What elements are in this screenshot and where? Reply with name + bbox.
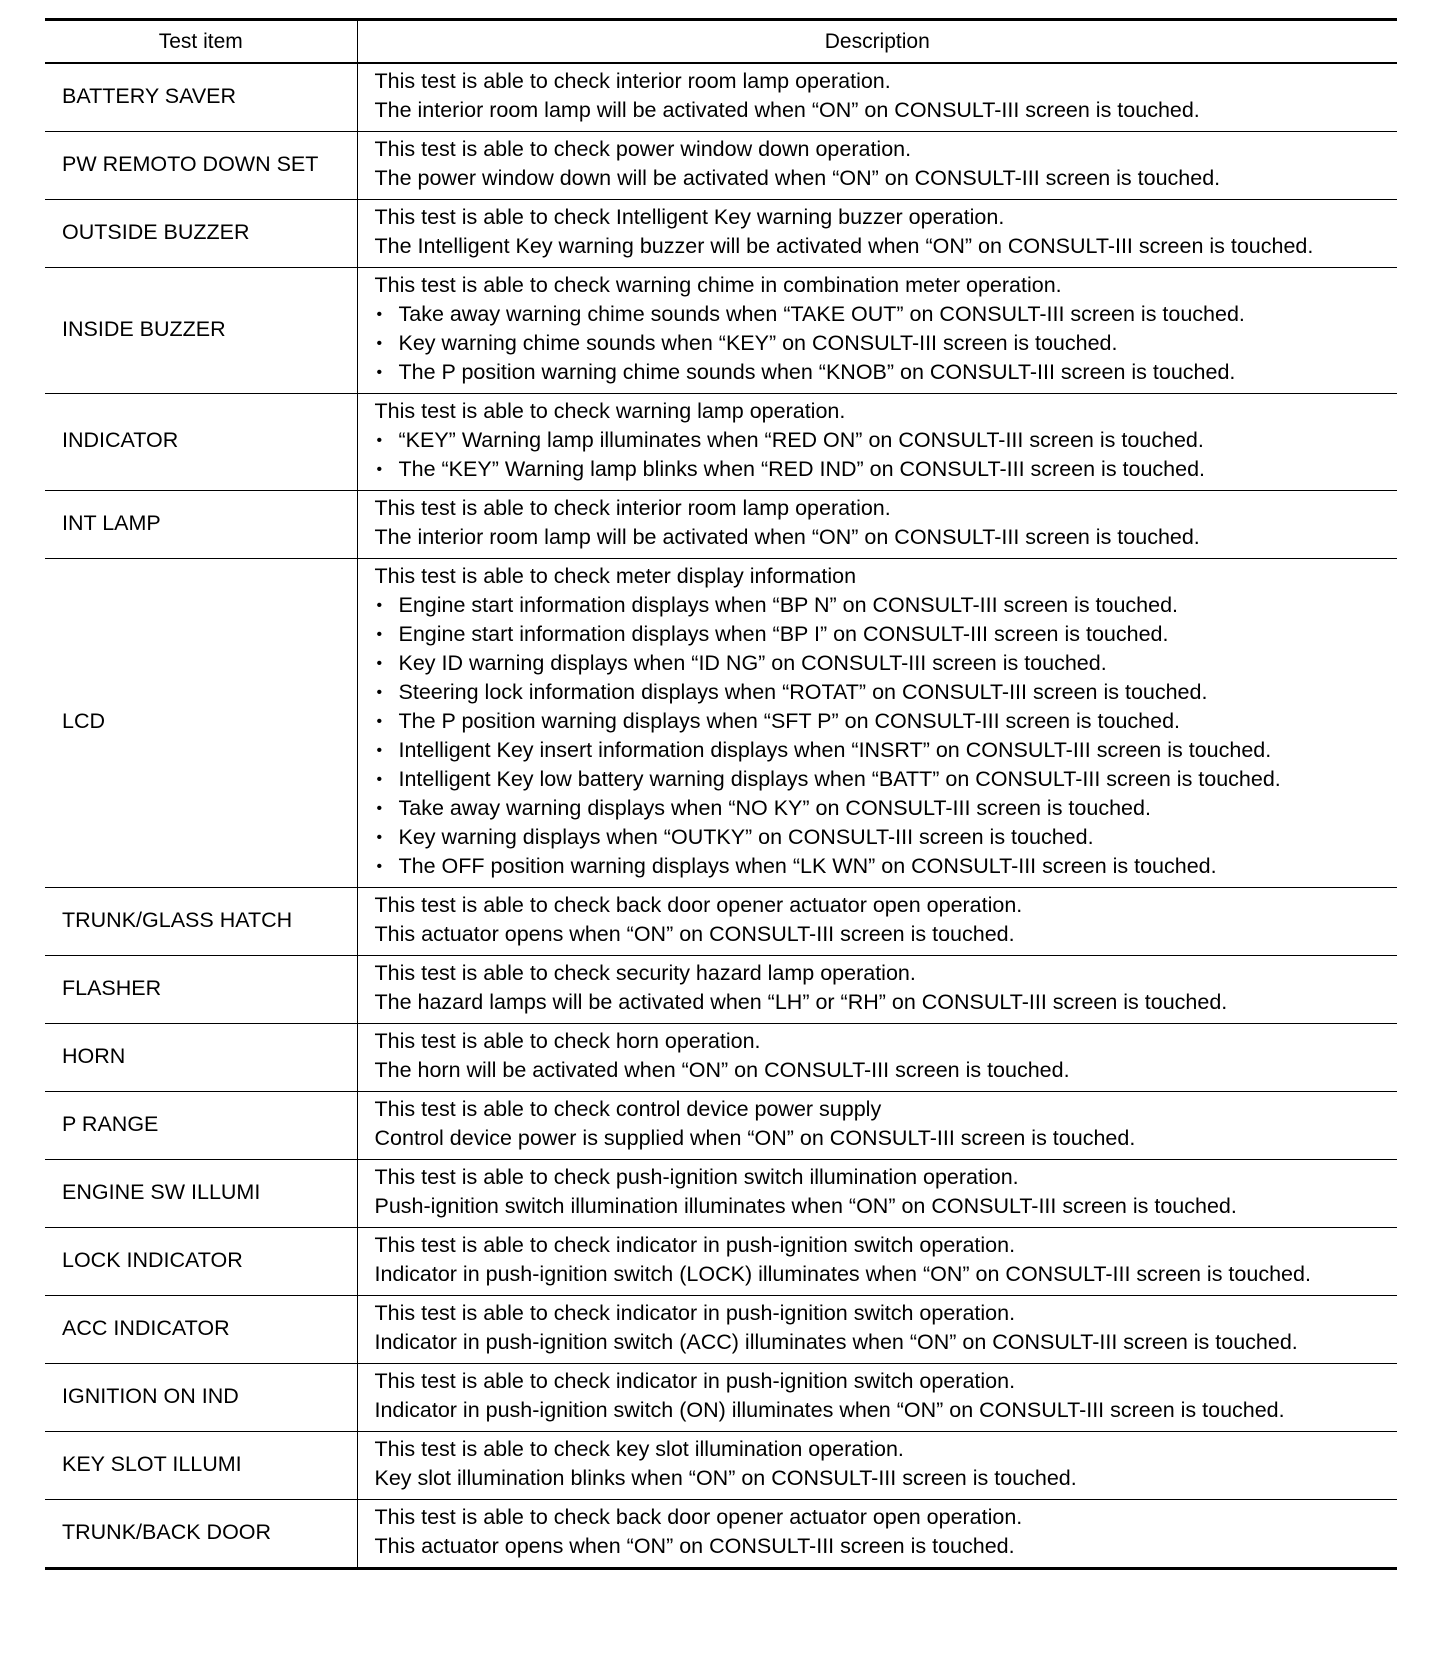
description-cell	[357, 559, 1397, 888]
description-cell	[357, 1500, 1397, 1569]
active-test-table	[45, 18, 1397, 1570]
description-bullet-item: • Key ID warning displays when “ID NG” on CONSULT-III screen is touched.	[375, 649, 1392, 678]
description-bullet-item: • The P position warning chime sounds when “KNOB” on CONSULT-III screen is touched.	[375, 358, 1392, 387]
description-line: This test is able to check Intelligent Key warning buzzer operation.	[374, 205, 1005, 229]
description-line: This test is able to check indicator in push-ignition switch operation.	[374, 1233, 1016, 1257]
description-line: This test is able to check interior room lamp operation.	[374, 496, 891, 520]
active-test-table-container	[45, 18, 1397, 1570]
description-line: This test is able to check push-ignition switch illumination operation.	[374, 1165, 1019, 1189]
description-bullet-item: • The “KEY” Warning lamp blinks when “RED IND” on CONSULT-III screen is touched.	[375, 455, 1392, 484]
description-line: Control device power is supplied when “ON” on CONSULT-III screen is touched.	[374, 1126, 1136, 1150]
description-line: This test is able to check indicator in push-ignition switch operation.	[374, 1369, 1016, 1393]
table-row	[45, 63, 1397, 132]
description-cell	[357, 1432, 1397, 1500]
test-item-cell: LCD	[45, 559, 357, 888]
table-row	[45, 1296, 1397, 1364]
description-line: This test is able to check warning lamp operation.	[374, 399, 846, 423]
description-line: Indicator in push-ignition switch (LOCK) illuminates when “ON” on CONSULT-III screen is touched.	[374, 1262, 1311, 1286]
description-cell	[357, 394, 1397, 491]
test-item-cell: INDICATOR	[45, 394, 357, 491]
description-cell	[357, 888, 1397, 956]
description-cell	[357, 1092, 1397, 1160]
description-line: The Intelligent Key warning buzzer will be activated when “ON” on CONSULT-III screen is touched.	[374, 234, 1314, 258]
description-cell	[357, 956, 1397, 1024]
table-row	[45, 888, 1397, 956]
table-header	[45, 20, 1397, 64]
description-line: This test is able to check back door opener actuator open operation.	[374, 1505, 1023, 1529]
description-cell	[357, 1228, 1397, 1296]
test-item-cell: PW REMOTO DOWN SET	[45, 132, 357, 200]
description-cell	[357, 1296, 1397, 1364]
test-item-cell: INT LAMP	[45, 491, 357, 559]
description-bullet-item: • Take away warning chime sounds when “TAKE OUT” on CONSULT-III screen is touched.	[375, 300, 1392, 329]
table-row	[45, 200, 1397, 268]
description-bullet-item: • “KEY” Warning lamp illuminates when “RED ON” on CONSULT-III screen is touched.	[375, 426, 1392, 455]
description-line: This test is able to check power window down operation.	[374, 137, 912, 161]
description-line: Key slot illumination blinks when “ON” on CONSULT-III screen is touched.	[374, 1466, 1077, 1490]
description-cell	[357, 491, 1397, 559]
test-item-cell: KEY SLOT ILLUMI	[45, 1432, 357, 1500]
description-cell	[357, 268, 1397, 394]
description-line: This test is able to check back door opener actuator open operation.	[374, 893, 1023, 917]
test-item-cell: FLASHER	[45, 956, 357, 1024]
test-item-cell: TRUNK/GLASS HATCH	[45, 888, 357, 956]
header-test-item: Test item	[45, 20, 357, 64]
description-bullet-item: • Intelligent Key insert information displays when “INSRT” on CONSULT-III screen is touched.	[375, 736, 1392, 765]
description-cell	[357, 1024, 1397, 1092]
test-item-cell: INSIDE BUZZER	[45, 268, 357, 394]
description-bullet-item: • Engine start information displays when “BP N” on CONSULT-III screen is touched.	[375, 591, 1392, 620]
description-bullet-item: • The P position warning displays when “SFT P” on CONSULT-III screen is touched.	[375, 707, 1392, 736]
description-cell	[357, 1160, 1397, 1228]
description-line: Indicator in push-ignition switch (ACC) illuminates when “ON” on CONSULT-III screen is touched.	[374, 1330, 1298, 1354]
test-item-cell: P RANGE	[45, 1092, 357, 1160]
test-item-cell: HORN	[45, 1024, 357, 1092]
description-line: This test is able to check key slot illumination operation.	[374, 1437, 904, 1461]
description-line: This test is able to check control device power supply	[374, 1097, 882, 1121]
description-line: The power window down will be activated when “ON” on CONSULT-III screen is touched.	[374, 166, 1221, 190]
description-bullet-item: • Steering lock information displays when “ROTAT” on CONSULT-III screen is touched.	[375, 678, 1392, 707]
description-cell	[357, 63, 1397, 132]
description-line: This actuator opens when “ON” on CONSULT-III screen is touched.	[374, 922, 1015, 946]
description-bullet-item: • Key warning chime sounds when “KEY” on CONSULT-III screen is touched.	[375, 329, 1392, 358]
table-row	[45, 1228, 1397, 1296]
table-row	[45, 132, 1397, 200]
description-line: This test is able to check horn operation.	[374, 1029, 761, 1053]
table-row	[45, 1364, 1397, 1432]
description-bullet-item: • Engine start information displays when “BP I” on CONSULT-III screen is touched.	[375, 620, 1392, 649]
description-cell	[357, 1364, 1397, 1432]
description-line: This test is able to check interior room lamp operation.	[374, 69, 891, 93]
table-row	[45, 956, 1397, 1024]
description-line: The interior room lamp will be activated when “ON” on CONSULT-III screen is touched.	[374, 98, 1200, 122]
table-row	[45, 394, 1397, 491]
description-cell	[357, 132, 1397, 200]
description-line: This test is able to check security hazard lamp operation.	[374, 961, 916, 985]
table-body	[45, 63, 1397, 1569]
table-row	[45, 1092, 1397, 1160]
table-row	[45, 491, 1397, 559]
description-line: Indicator in push-ignition switch (ON) illuminates when “ON” on CONSULT-III screen is touched.	[374, 1398, 1285, 1422]
test-item-cell: LOCK INDICATOR	[45, 1228, 357, 1296]
header-row	[45, 20, 1397, 64]
description-bullet-item: • Key warning displays when “OUTKY” on CONSULT-III screen is touched.	[375, 823, 1392, 852]
description-line: This actuator opens when “ON” on CONSULT-III screen is touched.	[374, 1534, 1015, 1558]
description-line: This test is able to check indicator in push-ignition switch operation.	[374, 1301, 1016, 1325]
description-line: Push-ignition switch illumination illuminates when “ON” on CONSULT-III screen is touched.	[374, 1194, 1237, 1218]
description-bullet-item: • Intelligent Key low battery warning displays when “BATT” on CONSULT-III screen is touched.	[375, 765, 1392, 794]
description-cell	[357, 200, 1397, 268]
description-bullet-item: • Take away warning displays when “NO KY” on CONSULT-III screen is touched.	[375, 794, 1392, 823]
test-item-cell: BATTERY SAVER	[62, 83, 237, 108]
test-item-cell: ACC INDICATOR	[45, 1296, 357, 1364]
table-row	[45, 1024, 1397, 1092]
description-bullet-item: • The OFF position warning displays when “LK WN” on CONSULT-III screen is touched.	[375, 852, 1392, 881]
test-item-cell: ENGINE SW ILLUMI	[45, 1160, 357, 1228]
header-description: Description	[357, 20, 1397, 64]
table-row	[45, 559, 1397, 888]
test-item-cell: IGNITION ON IND	[45, 1364, 357, 1432]
description-line: The interior room lamp will be activated when “ON” on CONSULT-III screen is touched.	[374, 525, 1200, 549]
description-line: This test is able to check meter display information	[374, 564, 857, 588]
description-line: The hazard lamps will be activated when “LH” or “RH” on CONSULT-III screen is touched.	[374, 990, 1228, 1014]
table-row	[45, 268, 1397, 394]
table-row	[45, 1500, 1397, 1569]
test-item-cell: OUTSIDE BUZZER	[45, 200, 357, 268]
description-line: This test is able to check warning chime in combination meter operation.	[374, 273, 1062, 297]
test-item-cell: TRUNK/BACK DOOR	[45, 1500, 357, 1569]
table-row	[45, 1160, 1397, 1228]
table-row	[45, 1432, 1397, 1500]
description-line: The horn will be activated when “ON” on CONSULT-III screen is touched.	[374, 1058, 1070, 1082]
